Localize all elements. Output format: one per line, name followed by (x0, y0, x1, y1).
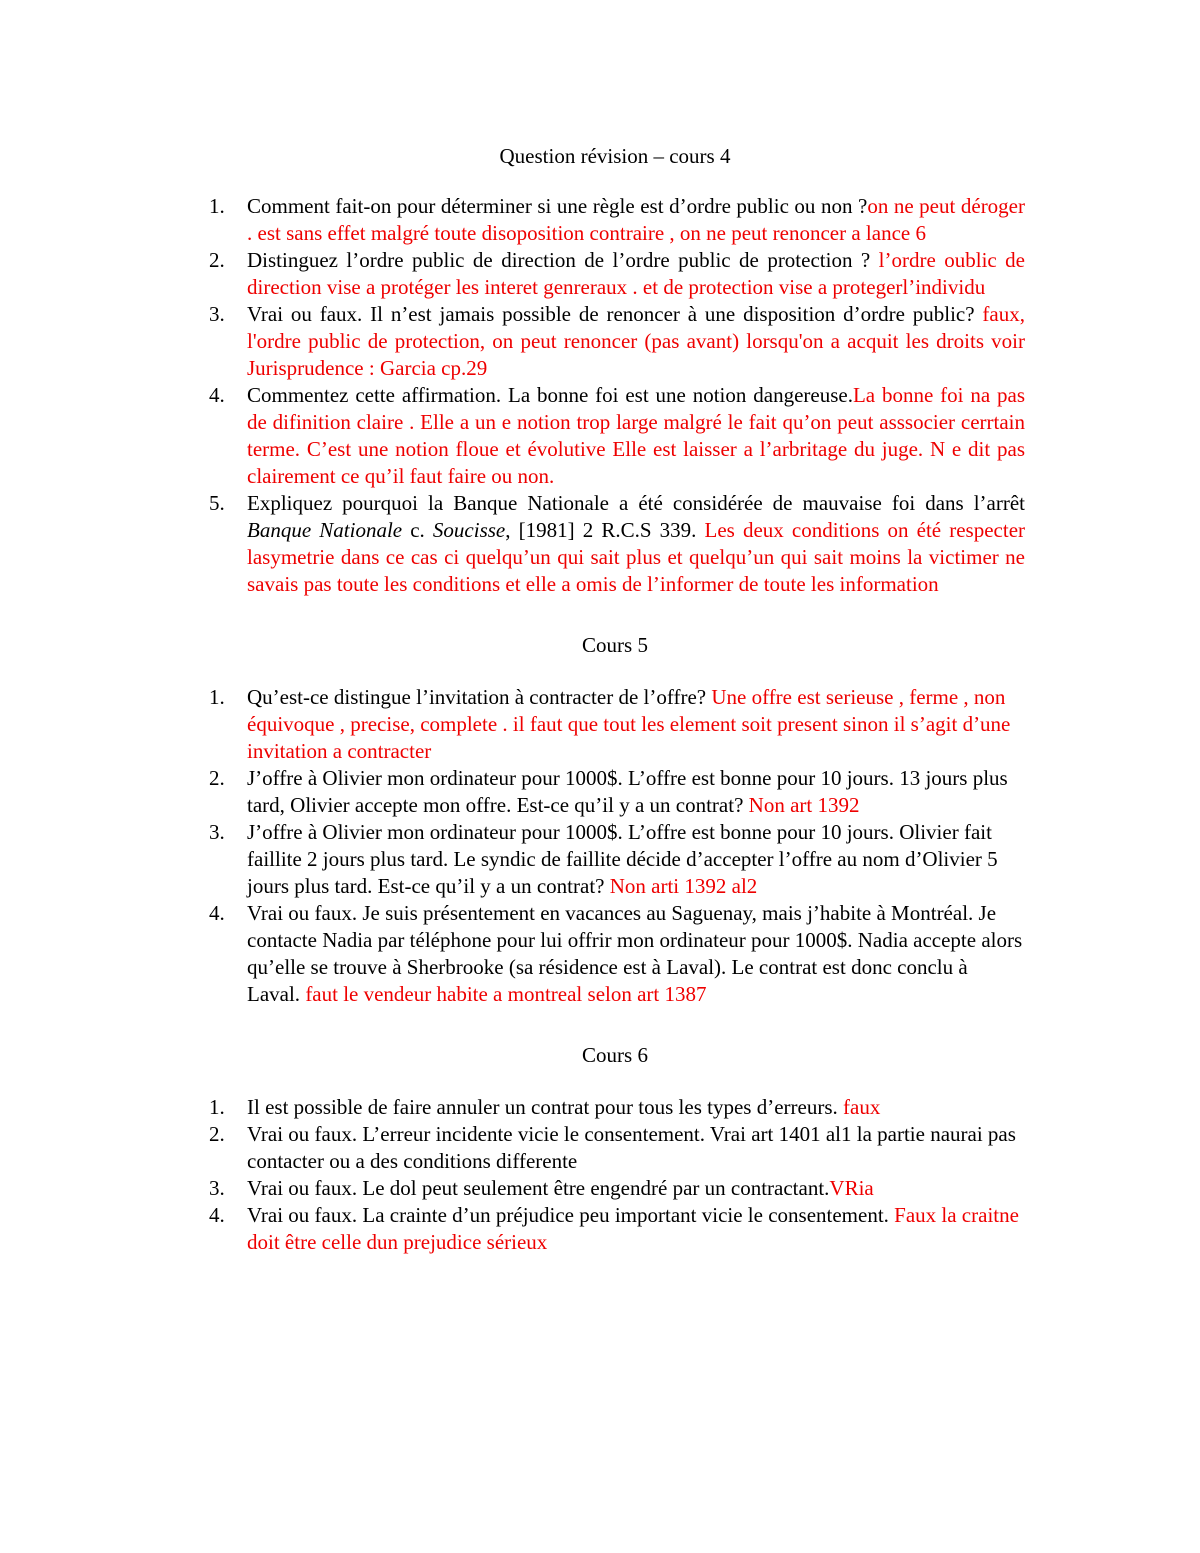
question-number: 4. (209, 1203, 225, 1227)
question-text-part: c. (402, 518, 433, 542)
answer-text: l’ordre oublic de direction vise a protéger les interet genreraux . et de protection vise a protegerl’individu (247, 248, 1026, 299)
question-text: Comment fait-on pour déterminer si une règle est d’ordre public ou non ? (247, 194, 868, 218)
question-text: J’offre à Olivier mon ordinateur pour 1000$. L’offre est bonne pour 10 jours. 13 jours plus tard, Olivier accepte mon offre. Est-ce qu’il y a un contrat? (247, 766, 1008, 817)
question-item (205, 684, 1025, 765)
question-item (205, 1175, 1025, 1202)
question-item (205, 1121, 1025, 1175)
question-text: Vrai ou faux. Je suis présentement en vacances au Saguenay, mais j’habite à Montréal. Je contacte Nadia par téléphone pour lui offrir mon ordinateur pour 1000$. Nadia accepte alors qu’elle se trouve à Sherbrooke (sa résidence est à Laval). Le contrat est donc conclu à Laval. (247, 901, 1023, 1006)
question-item (205, 819, 1025, 900)
question-number: 3. (209, 1176, 225, 1200)
question-number: 5. (209, 491, 225, 515)
question-text: Distinguez l’ordre public de direction de l’ordre public de protection ? (247, 248, 879, 272)
case-name: Banque Nationale (247, 518, 403, 542)
answer-text: faux, l'ordre public de protection, on peut renoncer (pas avant) lorsqu'on a acquit les droits voir Jurisprudence : Garcia cp.29 (247, 302, 1025, 380)
question-item (205, 765, 1025, 819)
answer-text: faut le vendeur habite a montreal selon art 1387 (305, 982, 707, 1006)
question-list-cours-4 (205, 193, 1025, 598)
answer-text: VRia (829, 1176, 874, 1200)
question-item (205, 193, 1025, 247)
answer-text: Les deux conditions on été respecter lasymetrie dans ce cas ci quelqu’un qui sait plus et quelqu’un qui sait moins la victimer ne savais pas toute les conditions et elle a omis de l’informer de toute les information (247, 518, 1026, 596)
question-number: 2. (209, 1122, 225, 1146)
question-item (205, 1094, 1025, 1121)
case-name: Soucisse (432, 518, 506, 542)
answer-text: Non arti 1392 al2 (609, 874, 758, 898)
question-item (205, 900, 1025, 1008)
question-text: Vrai ou faux. Il n’est jamais possible de renoncer à une disposition d’ordre public? (247, 302, 983, 326)
question-number: 3. (209, 820, 225, 844)
question-item (205, 247, 1025, 301)
question-number: 1. (209, 194, 225, 218)
question-number: 2. (209, 248, 225, 272)
answer-text: Faux la craitne doit être celle dun prejudice sérieux (247, 1203, 1019, 1254)
question-item (205, 490, 1025, 598)
section-title-cours-6: Cours 6 (582, 1043, 648, 1067)
question-text: Commentez cette affirmation. La bonne foi est une notion dangereuse. (247, 383, 853, 407)
question-text: Qu’est-ce distingue l’invitation à contracter de l’offre? (247, 685, 712, 709)
question-item (205, 382, 1025, 490)
question-number: 1. (209, 1095, 225, 1119)
answer-text: on ne peut déroger . est sans effet malgré toute disoposition contraire , on ne peut renoncer a lance 6 (247, 194, 1025, 245)
question-number: 4. (209, 383, 225, 407)
section-title-cours-5: Cours 5 (582, 633, 648, 657)
question-list-cours-5 (205, 684, 1025, 1008)
question-item (205, 301, 1025, 382)
question-text: Il est possible de faire annuler un contrat pour tous les types d’erreurs. (247, 1095, 843, 1119)
question-number: 4. (209, 901, 225, 925)
question-number: 2. (209, 766, 225, 790)
question-item (205, 1202, 1025, 1256)
section-title-cours-4: Question révision – cours 4 (499, 144, 731, 168)
answer-text: Une offre est serieuse , ferme , non équivoque , precise, complete . il faut que tout les element soit present sinon il s’agit d’une invitation a contracter (247, 685, 1011, 763)
question-number: 1. (209, 685, 225, 709)
answer-text: faux (843, 1095, 881, 1119)
question-text: Vrai ou faux. Le dol peut seulement être engendré par un contractant. (247, 1176, 830, 1200)
question-text: Vrai ou faux. L’erreur incidente vicie le consentement. Vrai art 1401 al1 la partie naurai pas contacter ou a des conditions differente (247, 1122, 1016, 1173)
question-number: 3. (209, 302, 225, 326)
answer-text: Non art 1392 (748, 793, 860, 817)
answer-text: La bonne foi na pas de difinition claire . Elle a un e notion trop large malgré le fait qu’on peut asssocier cerrtain terme. C’est une notion floue et évolutive Elle est laisser a l’arbritage du juge. N e dit pas clairement ce qu’il faut faire ou non. (247, 383, 1025, 488)
question-list-cours-6 (205, 1094, 1025, 1256)
question-text: Vrai ou faux. La crainte d’un préjudice peu important vicie le consentement. (247, 1203, 895, 1227)
question-text: J’offre à Olivier mon ordinateur pour 1000$. L’offre est bonne pour 10 jours. Olivier fait faillite 2 jours plus tard. Le syndic de faillite décide d’accepter l’offre au nom d’Olivier 5 jours plus tard. Est-ce qu’il y a un contrat? (247, 820, 998, 898)
document-page (205, 141, 1025, 1256)
question-text-part: , [1981] 2 R.C.S 339. (505, 518, 705, 542)
question-text-part: Expliquez pourquoi la Banque Nationale a été considérée de mauvaise foi dans l’arrêt (247, 491, 1025, 515)
